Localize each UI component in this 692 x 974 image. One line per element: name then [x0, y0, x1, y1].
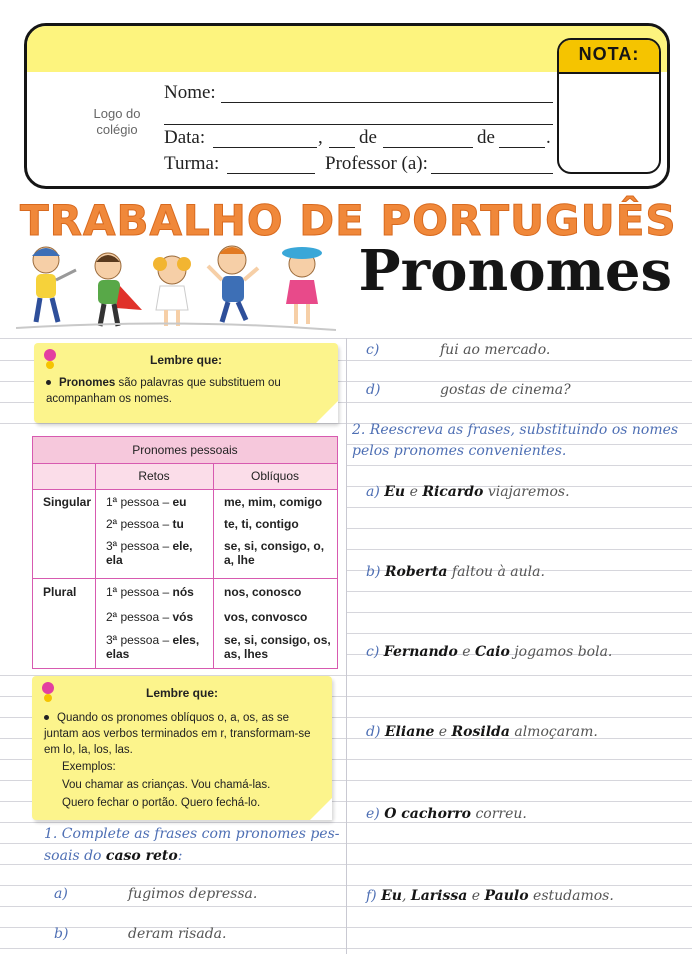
- exemplos-label: Exemplos:: [62, 761, 116, 773]
- group-singular: Singular: [43, 495, 92, 509]
- example-2: Quero fechar o portão. Quero fechá-lo.: [62, 797, 261, 809]
- obliquo-cell: te, ti, contigo: [224, 517, 299, 531]
- ruled-line: [346, 591, 692, 592]
- turma-line[interactable]: [227, 173, 315, 174]
- header-card: Logo do colégio Nome: Data: , de de . Turma: Professor (a): NOTA:: [24, 23, 670, 189]
- obliquo-cell: se, si, consigo, os, as, lhes: [224, 633, 331, 661]
- note-1-body: [46, 375, 316, 407]
- exercise-2-item-a: a) Eu e Ricardo viajaremos.: [366, 484, 570, 500]
- obliquo-cell: nos, conosco: [224, 585, 302, 599]
- item-text: fui ao mercado.: [440, 342, 551, 358]
- ruled-line: [346, 507, 692, 508]
- nota-label: NOTA:: [578, 44, 640, 64]
- exercise-2-item-e: e) O cachorro correu.: [366, 806, 527, 822]
- pronouns-table: [32, 436, 338, 669]
- ruled-line: [346, 633, 692, 634]
- note-2-title: Lembre que:: [145, 686, 218, 700]
- table-header: Pronomes pessoais: [132, 443, 238, 457]
- table-row: 3ª pessoa – eles, elas: [106, 633, 200, 661]
- exercise-2-item-d: d) Eliane e Rosilda almoçaram.: [366, 724, 598, 740]
- col-retos: Retos: [138, 469, 170, 483]
- table-row: 1ª pessoa – nós: [106, 585, 194, 599]
- ruled-line: [346, 612, 692, 613]
- exercise-2-item-c: c) Fernando e Caio jogamos bola.: [366, 644, 613, 660]
- exercise-2-prompt-line2: pelos pronomes convenientes.: [352, 443, 567, 459]
- data-label: Data:: [164, 127, 206, 148]
- ruled-line: [346, 465, 692, 466]
- table-row: 1ª pessoa – eu: [106, 495, 187, 509]
- reminder-note-1: [34, 343, 338, 423]
- page-title: TRABALHO DE PORTUGUÊS: [20, 196, 677, 245]
- exercise-2-prompt: 2. Reescreva as frases, substituindo os nomes: [352, 422, 679, 438]
- exercise-1-prompt-line2: soais do caso reto:: [44, 848, 183, 864]
- item-letter: c): [366, 342, 380, 358]
- ruled-line: [346, 528, 692, 529]
- data-de-2: de: [477, 127, 495, 148]
- nome-line[interactable]: [221, 102, 553, 103]
- data-day-line[interactable]: [213, 147, 317, 148]
- group-plural: Plural: [43, 585, 77, 599]
- professor-line[interactable]: [431, 173, 553, 174]
- obliquo-cell: se, si, consigo, o, a, lhe: [224, 539, 325, 567]
- item-letter: d): [366, 382, 381, 398]
- item-text: gostas de cinema?: [440, 382, 571, 398]
- exercise-2-item-f: f) Eu, Larissa e Paulo estudamos.: [366, 888, 614, 904]
- page-subtitle: Pronomes: [358, 238, 672, 304]
- item-text: deram risada.: [128, 926, 227, 942]
- data-num-line[interactable]: [329, 147, 355, 148]
- data-de-1: de: [359, 127, 377, 148]
- turma-label: Turma:: [164, 153, 220, 174]
- data-year-line[interactable]: [499, 147, 545, 148]
- nome-line-2[interactable]: [164, 124, 553, 125]
- ruled-line: [346, 549, 692, 550]
- note-1-title: Lembre que:: [149, 353, 222, 367]
- school-logo-placeholder: Logo do colégio: [93, 106, 141, 137]
- note-1-bold: Pronomes: [59, 377, 116, 389]
- example-1: Vou chamar as crianças. Vou chamá-las.: [62, 779, 271, 791]
- reminder-note-2: [32, 676, 332, 820]
- column-divider: [346, 338, 347, 954]
- exercise-1-prompt: 1. Complete as frases com pronomes pes-: [44, 826, 340, 842]
- obliquo-cell: me, mim, comigo: [224, 495, 323, 509]
- nome-label: Nome:: [164, 82, 216, 103]
- nota-box[interactable]: [557, 38, 661, 174]
- children-icon: [16, 238, 336, 334]
- table-row: 2ª pessoa – vós: [106, 610, 194, 624]
- data-month-line[interactable]: [383, 147, 473, 148]
- item-text: fugimos depressa.: [128, 886, 258, 902]
- obliquo-cell: vos, convosco: [224, 610, 308, 624]
- note-1-text: são palavras que substituem ou acompanham os nomes.: [46, 377, 281, 405]
- item-letter: b): [54, 926, 69, 942]
- col-obliquos: Oblíquos: [250, 469, 300, 483]
- item-letter: a): [54, 886, 68, 902]
- note-2-body: Quando os pronomes oblíquos o, a, os, as se juntam aos verbos terminados em r, transformam-se em lo, la, los, las.: [44, 712, 311, 756]
- professor-label: Professor (a):: [325, 153, 428, 174]
- table-row: 2ª pessoa – tu: [106, 517, 184, 531]
- exercise-2-item-b: b) Roberta faltou à aula.: [366, 564, 545, 580]
- table-row: 3ª pessoa – ele, ela: [106, 539, 193, 567]
